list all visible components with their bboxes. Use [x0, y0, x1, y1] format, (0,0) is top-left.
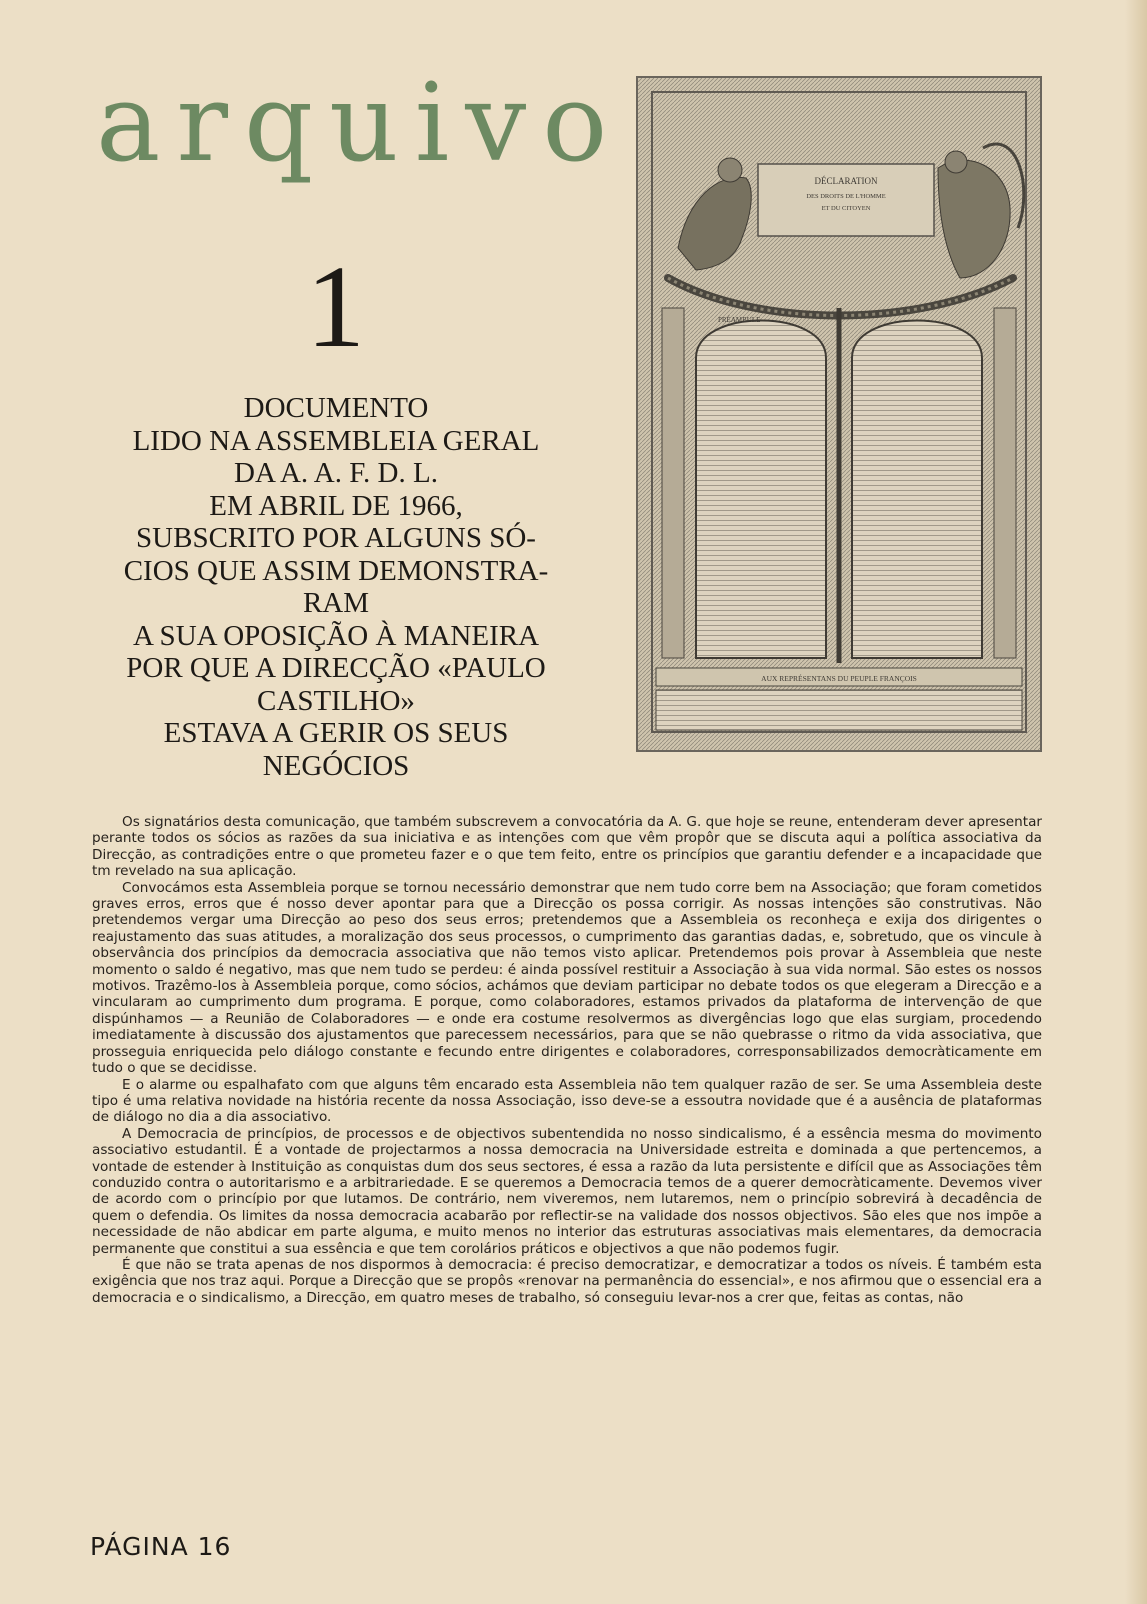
- paragraph: A Democracia de princípios, de processos e de objectivos subentendida no nosso sindicalismo, é a essência mesma do movimento associativo estudantil. É a vontade de projectarmos a nossa democracia na Universidade estreita e dominada a que pertencemos, a vontade de estender à Instituição as conquistas dum dos seus sectores, é essa a razão da luta persistente e difícil que as Associações têm conduzido contra o autoritarismo e a arbitrariedade. E se queremos a Democracia temos de a querer democràticamente. Devemos viver de acordo com o princípio por que lutamos. De contrário, nem viveremos, nem lutaremos, nem o princípio sobrevirá à decadência de quem o defendia. Os limites da nossa democracia acabarão por reflectir-se na validade dos nossos objectivos. São eles que nos impõe a necessidade de não abdicar em parte alguma, e muito menos no interior das estruturas associativas mais elementares, da democracia permanente que constitui a sua essência e que tem corolários práticos e objectivos a que não podemos fugir.: [92, 1125, 1042, 1257]
- heading-line: NEGÓCIOS: [262, 749, 410, 782]
- heading-line: ESTAVA A GERIR OS SEUS: [163, 717, 509, 749]
- engraving-drawing: [638, 78, 1040, 750]
- heading-line: A SUA OPOSIÇÃO À MANEIRA: [132, 619, 540, 652]
- document-heading: [86, 392, 586, 782]
- heading-line: EM ABRIL DE 1966,: [209, 489, 463, 522]
- paragraph: E o alarme ou espalhafato com que alguns têm encarado esta Assembleia não tem qualquer razão de ser. Se uma Assembleia deste tipo é uma relativa novidade na história recente da nossa Associação, isso deve-se a essoutra novidade que é a ausência de plataformas de diálogo no dia a dia associativo.: [92, 1076, 1042, 1126]
- heading-line: POR QUE A DIRECÇÃO «PAULO: [126, 652, 546, 684]
- section-title: arquivo: [96, 61, 624, 186]
- paragraph: Convocámos esta Assembleia porque se tornou necessário demonstrar que nem tudo corre bem na Associação; que foram cometidos graves erros, erros que é nosso dever apontar para que a Direcção os possa corrigir. As nossas intenções são construtivas. Não pretendemos vergar uma Direcção ao peso dos seus erros; pretendemos que a Assembleia os reconheça e exija dos dirigentes o reajustamento das suas atitudes, a moralização dos seus processos, o cumprimento das garantias dadas, e, sobretudo, que os vincule à observância dos princípios da democracia associativa que não temos visto aplicar. Pretendemos pois provar à Assembleia que neste momento o saldo é negativo, mas que nem tudo se perdeu: é ainda possível restituir a Associação à sua vida normal. São estes os nossos motivos. Trazêmo-los à Assembleia porque, como sócios, achámos que deviam participar no debate todos os que elegeram a Direcção e a vincularam ao cumprimento dum programa. E porque, como colaboradores, estamos privados da plataforma de intervenção de que dispúnhamos — a Reunião de Colaboradores — e onde era costume resolvermos as divergências logo que elas surgiam, procedendo imediatamente à discussão dos ajustamentos que parecessem necessários, para que se não quebrasse o ritmo da vida associativa, que prosseguia enriquecida pelo diálogo constante e fecundo entre dirigentes e colaboradores, corresponsabilizados democràticamente em tudo o que se decidisse.: [92, 879, 1042, 1077]
- heading-line: CIOS QUE ASSIM DEMONSTRA-: [123, 554, 549, 587]
- heading-line: DA A. A. F. D. L.: [234, 457, 438, 489]
- paragraph: Os signatários desta comunicação, que também subscrevem a convocatória da A. G. que hoje se reune, entenderam dever apresentar perante todos os sócios as razões da sua iniciativa e as intenções com que vêm propôr que se discuta aqui a política associativa da Direcção, as contradições entre o que prometeu fazer e o que tem feito, entre os princípios que garantiu defender e a incapacidade que tm revelado na sua aplicação.: [92, 814, 1042, 880]
- heading-line: SUBSCRITO POR ALGUNS SÓ-: [136, 522, 536, 554]
- cartouche-line: DÉCLARATION: [814, 176, 878, 186]
- cartouche-line: ET DU CITOYEN: [821, 205, 871, 212]
- heading-line: RAM: [302, 587, 370, 619]
- paper-edge-shadow: [1125, 0, 1147, 1604]
- heading-line: CASTILHO»: [257, 684, 415, 717]
- heading-line: DOCUMENTO: [243, 392, 429, 424]
- paragraph: É que não se trata apenas de nos dispormos à democracia: é preciso democratizar, e democratizar a todos os níveis. É também esta exigência que nos traz aqui. Porque a Direcção que se propôs «renovar na permanência do essencial», e nos afirmou que o essencial era a democracia e o sindicalismo, a Direcção, em quatro meses de trabalho, só conseguiu levar-nos a crer que, feitas as contas, não: [92, 1256, 1042, 1306]
- heading-line: LIDO NA ASSEMBLEIA GERAL: [132, 424, 540, 457]
- document-number: 1: [306, 241, 365, 372]
- declaration-engraving: [636, 76, 1042, 752]
- page-number: PÁGINA 16: [90, 1532, 232, 1561]
- banner-text: AUX REPRÉSENTANS DU PEUPLE FRANÇOIS: [761, 674, 917, 683]
- cartouche-line: DES DROITS DE L'HOMME: [806, 193, 886, 200]
- article-body: [92, 814, 1042, 1306]
- tablet-header: PRÉAMBULE: [718, 316, 761, 324]
